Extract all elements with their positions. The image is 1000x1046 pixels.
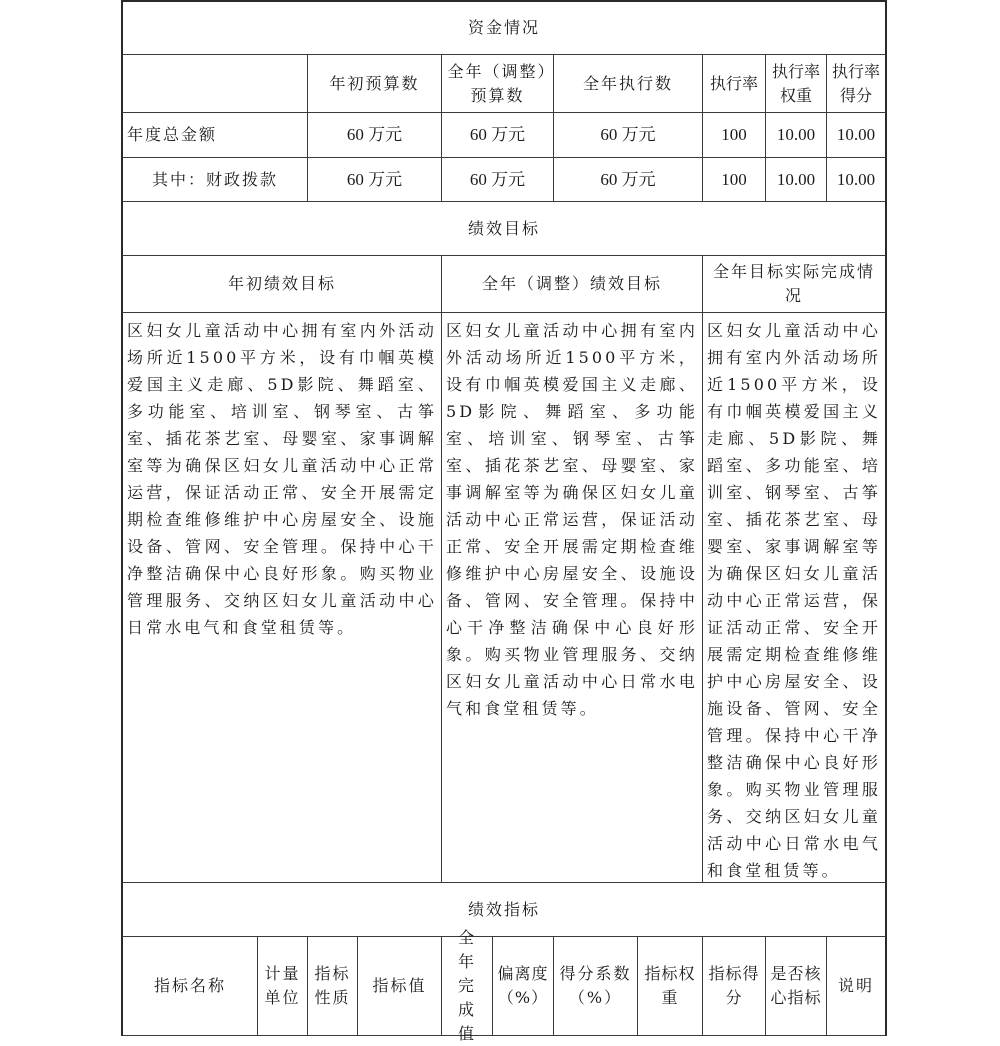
funds-header-adjusted-budget: 全年（调整）预算数 bbox=[441, 54, 554, 113]
indicators-header-name: 指标名称 bbox=[121, 936, 258, 1036]
funds-row-initial-budget: 60 万元 bbox=[307, 112, 442, 158]
indicators-header-nature: 指标性质 bbox=[307, 936, 358, 1036]
indicators-header-weight: 指标权重 bbox=[637, 936, 703, 1036]
funds-row-label: 年度总金额 bbox=[121, 112, 308, 158]
funds-row-initial-budget: 60 万元 bbox=[307, 157, 442, 202]
goals-adjusted-text: 区妇女儿童活动中心拥有室内外活动场所近1500平方米，设有巾帼英模爱国主义走廊、5D影院、舞蹈室、多功能室、培训室、钢琴室、古筝室、插花茶艺室、母婴室、家事调解室等为确保区妇女儿童活动中心正常运营，保证活动正常、安全开展需定期检查维修维护中心房屋安全、设施设备、管网、安全管理。保持中心干净整洁确保中心良好形象。购买物业管理服务、交纳区妇女儿童活动中心日常水电气和食堂租赁等。 bbox=[441, 312, 703, 883]
goals-header-actual: 全年目标实际完成情况 bbox=[702, 255, 887, 313]
indicators-header-completed: 全年完成值 bbox=[441, 936, 493, 1036]
goals-initial-text: 区妇女儿童活动中心拥有室内外活动场所近1500平方米，设有巾帼英模爱国主义走廊、5D影院、舞蹈室、多功能室、培训室、钢琴室、古筝室、插花茶艺室、母婴室、家事调解室等为确保区妇女儿童活动中心正常运营，保证活动正常、安全开展需定期检查维修维护中心房屋安全、设施设备、管网、安全管理。保持中心干净整洁确保中心良好形象。购买物业管理服务、交纳区妇女儿童活动中心日常水电气和食堂租赁等。 bbox=[121, 312, 442, 883]
funds-header-score: 执行率得分 bbox=[826, 54, 887, 113]
indicators-header-is-core: 是否核心指标 bbox=[765, 936, 827, 1036]
funds-row-rate: 100 bbox=[702, 112, 766, 158]
goals-header-adjusted: 全年（调整）绩效目标 bbox=[441, 255, 703, 313]
funds-row-score: 10.00 bbox=[826, 112, 887, 158]
funds-row-executed: 60 万元 bbox=[553, 157, 703, 202]
goals-actual-text: 区妇女儿童活动中心拥有室内外活动场所近1500平方米，设有巾帼英模爱国主义走廊、5D影院、舞蹈室、多功能室、培训室、钢琴室、古筝室、插花茶艺室、母婴室、家事调解室等为确保区妇女儿童活动中心正常运营，保证活动正常、安全开展需定期检查维修维护中心房屋安全、设施设备、管网、安全管理。保持中心干净整洁确保中心良好形象。购买物业管理服务、交纳区妇女儿童活动中心日常水电气和食堂租赁等。 bbox=[702, 312, 887, 883]
indicators-header-deviation: 偏离度（%） bbox=[492, 936, 554, 1036]
funds-row-score: 10.00 bbox=[826, 157, 887, 202]
funds-row-adjusted-budget: 60 万元 bbox=[441, 112, 554, 158]
funds-header-executed: 全年执行数 bbox=[553, 54, 703, 113]
funds-row-weight: 10.00 bbox=[765, 112, 827, 158]
indicators-section-title: 绩效指标 bbox=[121, 882, 887, 937]
funds-header-weight: 执行率权重 bbox=[765, 54, 827, 113]
funds-header-rate: 执行率 bbox=[702, 54, 766, 113]
funds-row-executed: 60 万元 bbox=[553, 112, 703, 158]
indicators-header-coefficient: 得分系数（%） bbox=[553, 936, 638, 1036]
goals-header-initial: 年初绩效目标 bbox=[121, 255, 442, 313]
funds-header-blank bbox=[121, 54, 308, 113]
indicators-header-value: 指标值 bbox=[357, 936, 442, 1036]
funds-row-label: 其中：财政拨款 bbox=[121, 157, 308, 202]
indicators-header-note: 说明 bbox=[826, 936, 887, 1036]
indicators-header-score: 指标得分 bbox=[702, 936, 766, 1036]
funds-header-initial-budget: 年初预算数 bbox=[307, 54, 442, 113]
funds-row-weight: 10.00 bbox=[765, 157, 827, 202]
goals-section-title: 绩效目标 bbox=[121, 201, 887, 256]
funds-row-rate: 100 bbox=[702, 157, 766, 202]
indicators-header-unit: 计量单位 bbox=[257, 936, 308, 1036]
funds-row-adjusted-budget: 60 万元 bbox=[441, 157, 554, 202]
funds-section-title: 资金情况 bbox=[121, 0, 887, 55]
